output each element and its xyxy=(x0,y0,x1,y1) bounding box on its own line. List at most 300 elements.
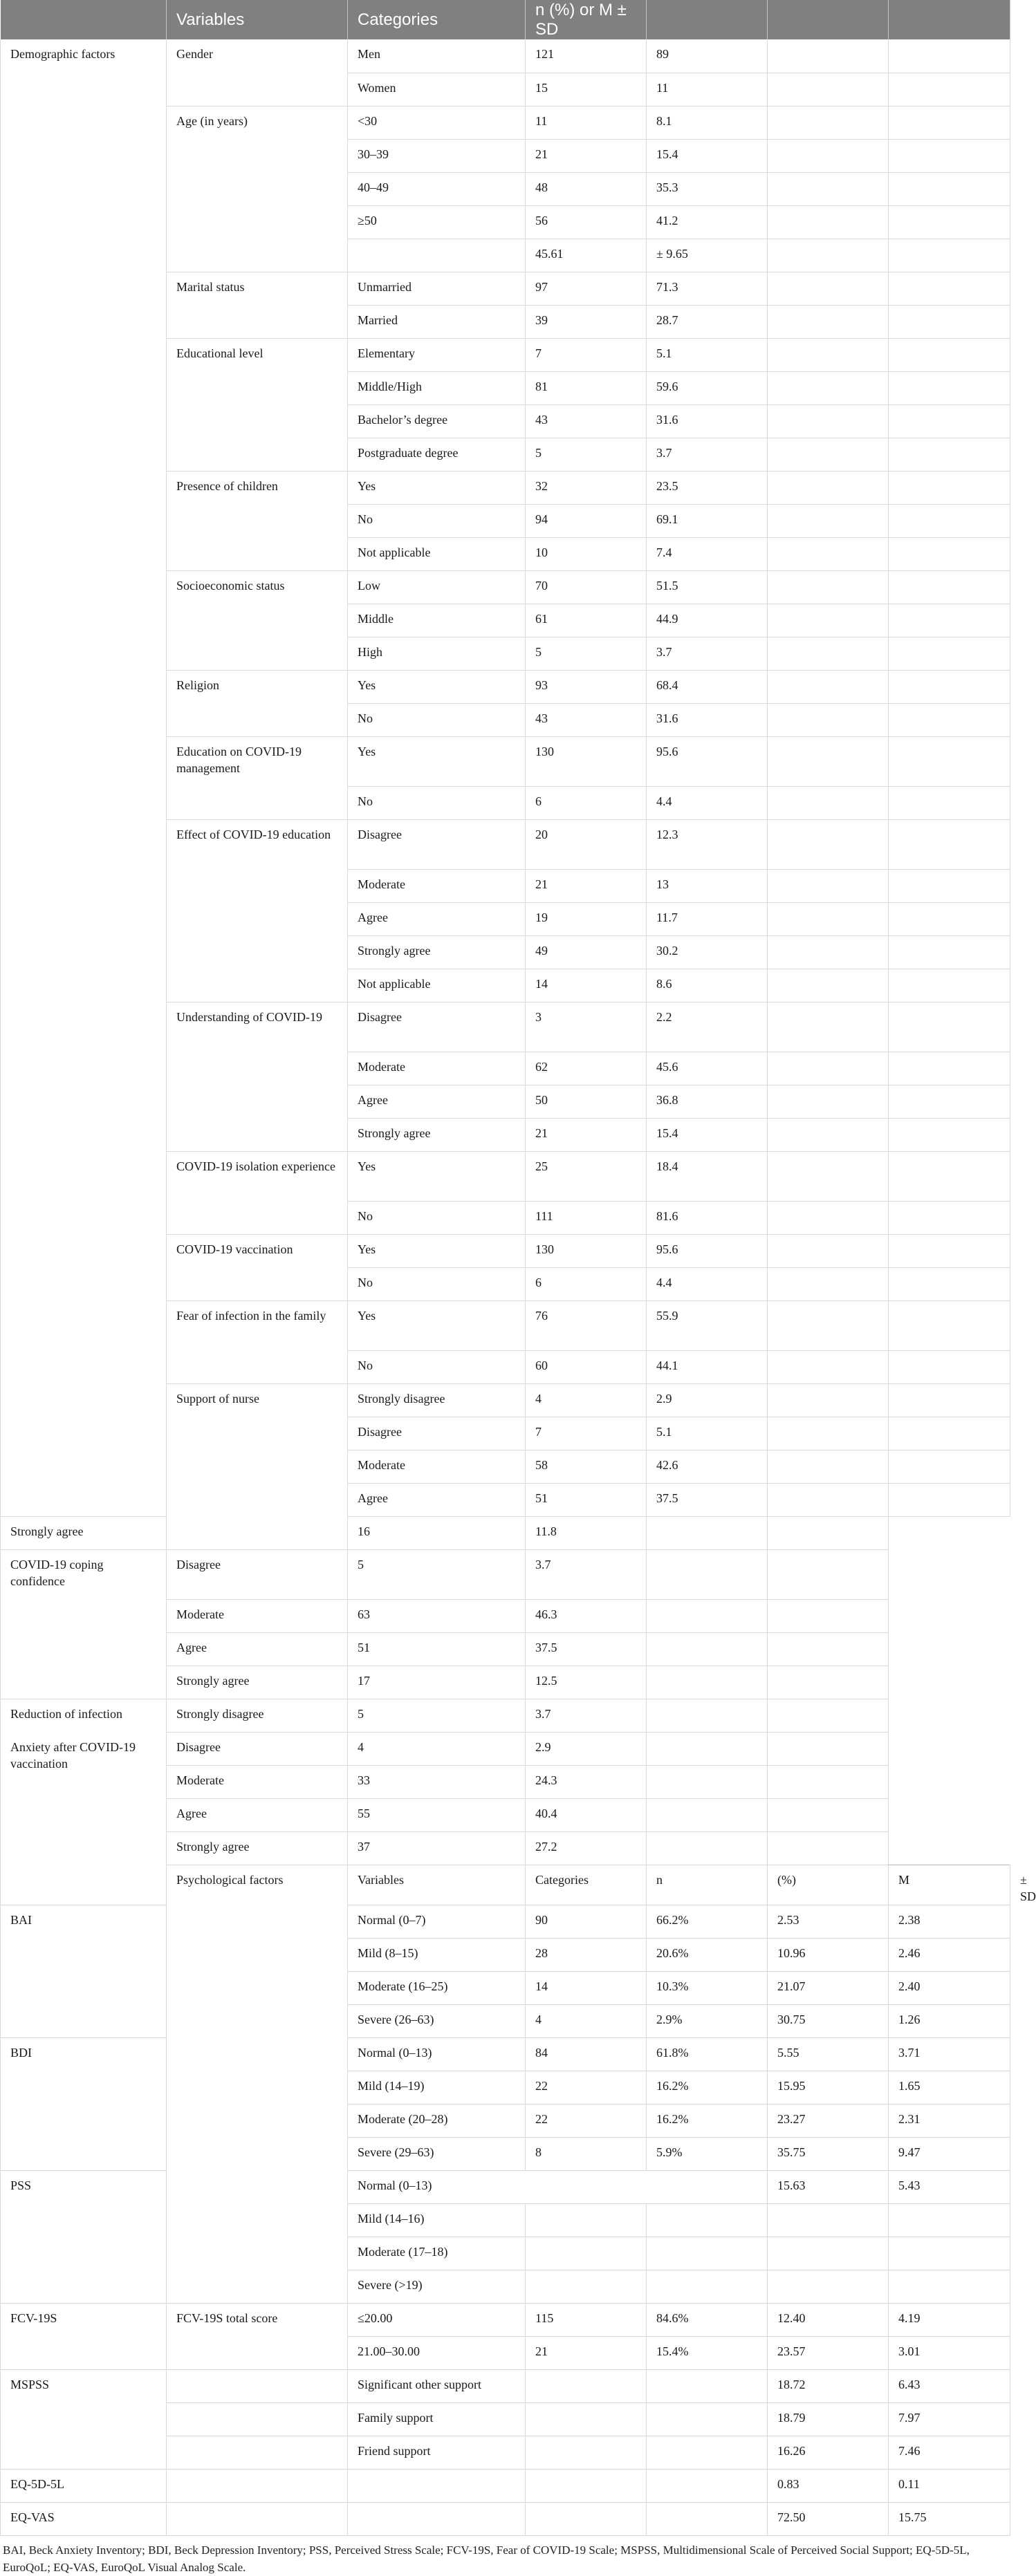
cell-n xyxy=(526,2237,647,2270)
cell-percent: 37.5 xyxy=(647,1483,768,1516)
cell-category: Men xyxy=(348,39,526,73)
cell-n: 20 xyxy=(526,819,647,869)
cell-variable: Educational level xyxy=(167,338,348,471)
cell-section: BAI xyxy=(1,1905,167,2037)
header-cell-categories: Categories xyxy=(348,0,526,39)
cell-mean xyxy=(768,1831,889,1865)
cell-category: Disagree xyxy=(348,1417,526,1450)
cell-percent xyxy=(647,1765,768,1798)
cell-mean xyxy=(768,1516,889,1549)
cell-mean xyxy=(768,471,889,504)
cell-mean xyxy=(768,1665,889,1699)
cell-percent: 11.7 xyxy=(647,902,768,935)
cell-percent: 31.6 xyxy=(647,404,768,438)
cell-sd xyxy=(889,139,1010,172)
cell-variable: Psychological factors xyxy=(167,1865,348,2303)
cell-sd: 15.75 xyxy=(889,2502,1010,2535)
cell-mean xyxy=(768,1483,889,1516)
cell-n xyxy=(526,2436,647,2469)
cell-n: 5 xyxy=(526,438,647,471)
cell-percent: 2.9 xyxy=(647,1383,768,1417)
cell-sd xyxy=(889,537,1010,570)
cell-n: 15 xyxy=(526,73,647,106)
cell-n: 130 xyxy=(526,1234,647,1267)
cell-percent xyxy=(647,1831,768,1865)
cell-variable: Agree xyxy=(167,1632,348,1665)
table-row xyxy=(1,2369,1010,2402)
cell-percent: 36.8 xyxy=(647,1085,768,1118)
cell-sd xyxy=(889,1417,1010,1450)
cell-category: 40–49 xyxy=(348,172,526,205)
cell-mean: 0.83 xyxy=(768,2469,889,2502)
cell-sd: 2.38 xyxy=(889,1905,1010,1938)
cell-mean: 5.55 xyxy=(768,2037,889,2071)
cell-sd: 2.31 xyxy=(889,2104,1010,2137)
cell-sd xyxy=(889,902,1010,935)
cell-percent: 16.2% xyxy=(647,2104,768,2137)
cell-mean xyxy=(768,371,889,404)
cell-section: BDI xyxy=(1,2037,167,2170)
cell-mean: 16.26 xyxy=(768,2436,889,2469)
cell-n: 19 xyxy=(526,902,647,935)
cell-percent xyxy=(647,2203,768,2237)
cell-sd xyxy=(889,338,1010,371)
cell-percent xyxy=(647,1632,768,1665)
cell-mean xyxy=(768,2203,889,2237)
cell-sd xyxy=(889,736,1010,786)
cell-percent: 31.6 xyxy=(647,703,768,736)
header-cell-blank-3 xyxy=(889,0,1010,39)
cell-sd xyxy=(889,703,1010,736)
cell-n: 11 xyxy=(526,106,647,139)
cell-variable: Presence of children xyxy=(167,471,348,570)
cell-sd xyxy=(889,1052,1010,1085)
cell-category: 63 xyxy=(348,1599,526,1632)
cell-category: Variables xyxy=(348,1865,526,1905)
cell-category: Severe (29–63) xyxy=(348,2137,526,2170)
cell-mean xyxy=(768,39,889,73)
cell-mean: 18.72 xyxy=(768,2369,889,2402)
cell-n: 97 xyxy=(526,272,647,305)
cell-percent xyxy=(647,1699,768,1732)
cell-mean xyxy=(768,1002,889,1052)
cell-percent: ± 9.65 xyxy=(647,239,768,272)
cell-sd: 0.11 xyxy=(889,2469,1010,2502)
cell-percent: 95.6 xyxy=(647,1234,768,1267)
cell-sd: 2.46 xyxy=(889,1938,1010,1971)
header-cell-blank-1 xyxy=(647,0,768,39)
cell-percent: 7.4 xyxy=(647,537,768,570)
cell-variable xyxy=(167,2502,348,2535)
cell-category: 21.00–30.00 xyxy=(348,2336,526,2369)
cell-section: Demographic factors xyxy=(1,39,167,1516)
cell-variable xyxy=(167,2436,348,2469)
cell-n: 3 xyxy=(526,1002,647,1052)
cell-category: No xyxy=(348,1267,526,1300)
cell-mean xyxy=(768,703,889,736)
table-row xyxy=(1,1699,1010,1732)
cell-category: 30–39 xyxy=(348,139,526,172)
cell-percent xyxy=(647,1732,768,1765)
table-footnote: BAI, Beck Anxiety Inventory; BDI, Beck Depression Inventory; PSS, Perceived Stress Scale; FCV-19S, Fear of COVID-19 Scale; MSPSS, Multidimensional Scale of Perceived Social Support; EQ-5D-5L, EuroQoL; EQ-VAS, EuroQoL Visual Analog Scale. xyxy=(3,2543,970,2574)
cell-mean xyxy=(768,1201,889,1234)
cell-n: 43 xyxy=(526,404,647,438)
table-body xyxy=(1,39,1036,2535)
cell-sd xyxy=(889,1234,1010,1267)
cell-n: 5 xyxy=(526,637,647,670)
cell-mean xyxy=(768,935,889,969)
cell-variable: Agree xyxy=(167,1798,348,1831)
cell-mean xyxy=(768,1699,889,1732)
cell-n: 130 xyxy=(526,736,647,786)
cell-n: 39 xyxy=(526,305,647,338)
cell-sd xyxy=(889,1085,1010,1118)
cell-category: No xyxy=(348,786,526,819)
cell-mean xyxy=(768,1151,889,1201)
cell-sd: 6.43 xyxy=(889,2369,1010,2402)
table-row xyxy=(1,2170,1010,2203)
cell-category: Agree xyxy=(348,1483,526,1516)
cell-sd xyxy=(889,504,1010,537)
cell-variable: Moderate xyxy=(167,1599,348,1632)
cell-section: FCV-19S xyxy=(1,2303,167,2369)
cell-mean xyxy=(768,438,889,471)
cell-sd xyxy=(889,1118,1010,1151)
cell-sd xyxy=(889,819,1010,869)
table-row: Psychological factors Variables Categories n (%) M ± SD xyxy=(1,1865,1010,1905)
cell-n: 43 xyxy=(526,703,647,736)
cell-sd xyxy=(889,305,1010,338)
cell-percent: 15.4 xyxy=(647,1118,768,1151)
cell-mean xyxy=(768,902,889,935)
cell-percent: 35.3 xyxy=(647,172,768,205)
cell-category: Bachelor’s degree xyxy=(348,404,526,438)
cell-sd xyxy=(889,39,1010,73)
cell-n: 14 xyxy=(526,1971,647,2004)
cell-percent: 4.4 xyxy=(647,1267,768,1300)
cell-mean xyxy=(768,1234,889,1267)
cell-variable xyxy=(167,2369,348,2402)
cell-variable: Socioeconomic status xyxy=(167,570,348,670)
cell-mean: 23.27 xyxy=(768,2104,889,2137)
cell-category: Moderate xyxy=(348,1052,526,1085)
cell-percent: 18.4 xyxy=(647,1151,768,1201)
cell-variable: Understanding of COVID-19 xyxy=(167,1002,348,1151)
cell-sd xyxy=(889,2237,1010,2270)
cell-mean: 23.57 xyxy=(768,2336,889,2369)
cell-mean xyxy=(768,1085,889,1118)
cell-category: Yes xyxy=(348,736,526,786)
cell-n xyxy=(526,2402,647,2436)
cell-mean xyxy=(768,504,889,537)
cell-category: Disagree xyxy=(348,1002,526,1052)
header-cell-variables: Variables xyxy=(167,0,348,39)
cell-sd xyxy=(889,869,1010,902)
cell-n xyxy=(526,2469,647,2502)
cell-n: 32 xyxy=(526,471,647,504)
cell-percent: 3.7 xyxy=(647,438,768,471)
cell-percent: n xyxy=(647,1865,768,1905)
cell-sd: 5.43 xyxy=(889,2170,1010,2203)
cell-percent: 71.3 xyxy=(647,272,768,305)
cell-mean xyxy=(768,1118,889,1151)
cell-sd: 1.26 xyxy=(889,2004,1010,2037)
cell-sd xyxy=(889,471,1010,504)
cell-variable: Strongly agree xyxy=(167,1831,348,1865)
cell-percent: 59.6 xyxy=(647,371,768,404)
cell-n: 49 xyxy=(526,935,647,969)
cell-n: 28 xyxy=(526,1938,647,1971)
cell-n: Categories xyxy=(526,1865,647,1905)
cell-sd: 2.40 xyxy=(889,1971,1010,2004)
cell-variable: Strongly disagree xyxy=(167,1699,348,1732)
cell-percent: 8.1 xyxy=(647,106,768,139)
cell-variable: Gender xyxy=(167,39,348,106)
cell-category: Women xyxy=(348,73,526,106)
cell-sd xyxy=(889,935,1010,969)
cell-mean xyxy=(768,819,889,869)
cell-percent: 41.2 xyxy=(647,205,768,239)
cell-percent xyxy=(647,2502,768,2535)
cell-sd xyxy=(889,272,1010,305)
table-row xyxy=(1,2037,1010,2071)
cell-mean xyxy=(768,1350,889,1383)
cell-percent: 51.5 xyxy=(647,570,768,604)
cell-sd xyxy=(889,1450,1010,1483)
cell-percent xyxy=(647,2469,768,2502)
cell-sd: 1.65 xyxy=(889,2071,1010,2104)
cell-percent: 4.4 xyxy=(647,786,768,819)
cell-section: Strongly agree xyxy=(1,1516,167,1549)
cell-category: Married xyxy=(348,305,526,338)
cell-n: 11.8 xyxy=(526,1516,647,1549)
cell-category: Family support xyxy=(348,2402,526,2436)
cell-n: 51 xyxy=(526,1483,647,1516)
cell-variable: Disagree xyxy=(167,1732,348,1765)
cell-n: 62 xyxy=(526,1052,647,1085)
cell-percent: 81.6 xyxy=(647,1201,768,1234)
cell-category: Strongly agree xyxy=(348,1118,526,1151)
cell-percent: 15.4% xyxy=(647,2336,768,2369)
cell-category: Middle/High xyxy=(348,371,526,404)
cell-category: Normal (0–13) xyxy=(348,2170,768,2203)
cell-sd xyxy=(889,969,1010,1002)
cell-mean xyxy=(768,537,889,570)
cell-category: 37 xyxy=(348,1831,526,1865)
cell-category xyxy=(348,239,526,272)
cell-mean xyxy=(768,1417,889,1450)
cell-category: Yes xyxy=(348,1300,526,1350)
table-row xyxy=(1,2502,1010,2535)
cell-sd xyxy=(889,404,1010,438)
cell-sd xyxy=(889,438,1010,471)
cell-n: 93 xyxy=(526,670,647,703)
cell-n: 60 xyxy=(526,1350,647,1383)
cell-percent: 12.3 xyxy=(647,819,768,869)
cell-sd xyxy=(889,570,1010,604)
cell-percent: 95.6 xyxy=(647,736,768,786)
cell-section: Reduction of infection Anxiety after COVID-19 vaccination xyxy=(1,1699,167,1905)
cell-n: 21 xyxy=(526,139,647,172)
cell-n: 7 xyxy=(526,338,647,371)
cell-category: ≤20.00 xyxy=(348,2303,526,2336)
cell-sd xyxy=(889,1350,1010,1383)
cell-mean xyxy=(768,239,889,272)
cell-n: 45.61 xyxy=(526,239,647,272)
cell-sd xyxy=(889,2270,1010,2303)
cell-n: 25 xyxy=(526,1151,647,1201)
header-cell-values: n (%) or M ± SD xyxy=(526,0,647,39)
cell-percent: 5.1 xyxy=(647,338,768,371)
cell-percent xyxy=(647,1516,768,1549)
cell-percent: 5.1 xyxy=(647,1417,768,1450)
cell-mean xyxy=(768,73,889,106)
cell-percent: 20.6% xyxy=(647,1938,768,1971)
cell-percent xyxy=(647,2402,768,2436)
cell-percent xyxy=(647,1549,768,1599)
header-row xyxy=(1,0,1010,39)
cell-sd: 7.46 xyxy=(889,2436,1010,2469)
cell-mean: 21.07 xyxy=(768,1971,889,2004)
cell-mean xyxy=(768,1765,889,1798)
cell-n: 50 xyxy=(526,1085,647,1118)
cell-mean xyxy=(768,570,889,604)
cell-category: 5 xyxy=(348,1699,526,1732)
cell-category: Yes xyxy=(348,670,526,703)
cell-category: Severe (26–63) xyxy=(348,2004,526,2037)
cell-category: <30 xyxy=(348,106,526,139)
cell-category: 16 xyxy=(348,1516,526,1549)
cell-section: COVID-19 coping confidence xyxy=(1,1549,167,1699)
cell-n: 3.7 xyxy=(526,1699,647,1732)
cell-sd xyxy=(889,205,1010,239)
cell-mean: (%) xyxy=(768,1865,889,1905)
cell-variable: COVID-19 vaccination xyxy=(167,1234,348,1300)
cell-variable: COVID-19 isolation experience xyxy=(167,1151,348,1234)
cell-n: 4 xyxy=(526,2004,647,2037)
cell-percent xyxy=(647,2369,768,2402)
cell-mean: 2.53 xyxy=(768,1905,889,1938)
cell-section: EQ-5D-5L xyxy=(1,2469,167,2502)
cell-sd: M xyxy=(889,1865,1010,1905)
cell-category: Unmarried xyxy=(348,272,526,305)
cell-category: ≥50 xyxy=(348,205,526,239)
cell-sd xyxy=(889,1383,1010,1417)
cell-sd xyxy=(889,604,1010,637)
cell-percent xyxy=(647,1665,768,1699)
cell-category: 17 xyxy=(348,1665,526,1699)
cell-sd xyxy=(889,1267,1010,1300)
cell-category: 33 xyxy=(348,1765,526,1798)
cell-mean xyxy=(768,736,889,786)
cell-mean xyxy=(768,1300,889,1350)
cell-n: 94 xyxy=(526,504,647,537)
cell-category: Moderate xyxy=(348,1450,526,1483)
cell-percent: 68.4 xyxy=(647,670,768,703)
cell-sd xyxy=(889,172,1010,205)
cell-n: 6 xyxy=(526,1267,647,1300)
cell-category: 55 xyxy=(348,1798,526,1831)
cell-mean: 15.63 xyxy=(768,2170,889,2203)
table-header xyxy=(1,0,1010,39)
cell-category: Not applicable xyxy=(348,969,526,1002)
cell-mean xyxy=(768,1549,889,1599)
cell-n xyxy=(526,2270,647,2303)
cell-percent: 42.6 xyxy=(647,1450,768,1483)
cell-n: 6 xyxy=(526,786,647,819)
cell-mean xyxy=(768,869,889,902)
table-row xyxy=(1,2469,1010,2502)
table-row xyxy=(1,1905,1010,1938)
cell-category: Low xyxy=(348,570,526,604)
cell-mean xyxy=(768,1632,889,1665)
cell-sd xyxy=(889,1483,1010,1516)
cell-variable: Support of nurse xyxy=(167,1383,348,1549)
cell-percent: 23.5 xyxy=(647,471,768,504)
cell-sd: 4.19 xyxy=(889,2303,1010,2336)
cell-percent: 45.6 xyxy=(647,1052,768,1085)
cell-sd: 3.71 xyxy=(889,2037,1010,2071)
cell-variable: Moderate xyxy=(167,1765,348,1798)
cell-category: High xyxy=(348,637,526,670)
cell-n: 58 xyxy=(526,1450,647,1483)
cell-mean: 12.40 xyxy=(768,2303,889,2336)
cell-n: 70 xyxy=(526,570,647,604)
cell-mean: 30.75 xyxy=(768,2004,889,2037)
cell-variable: Age (in years) xyxy=(167,106,348,272)
cell-percent: 28.7 xyxy=(647,305,768,338)
cell-category: No xyxy=(348,703,526,736)
cell-category xyxy=(348,2469,526,2502)
cell-category: Not applicable xyxy=(348,537,526,570)
cell-percent: 30.2 xyxy=(647,935,768,969)
cell-variable xyxy=(167,2469,348,2502)
cell-sd: 9.47 xyxy=(889,2137,1010,2170)
cell-n: 24.3 xyxy=(526,1765,647,1798)
cell-n xyxy=(526,2369,647,2402)
cell-n: 40.4 xyxy=(526,1798,647,1831)
cell-mean xyxy=(768,1267,889,1300)
cell-sd xyxy=(889,1300,1010,1350)
cell-percent: 61.8% xyxy=(647,2037,768,2071)
cell-variable: Disagree xyxy=(167,1549,348,1599)
cell-sd: 7.97 xyxy=(889,2402,1010,2436)
cell-category: Yes xyxy=(348,471,526,504)
cell-category: Mild (8–15) xyxy=(348,1938,526,1971)
cell-mean: 18.79 xyxy=(768,2402,889,2436)
cell-mean xyxy=(768,139,889,172)
cell-n: 22 xyxy=(526,2071,647,2104)
cell-category: 4 xyxy=(348,1732,526,1765)
cell-category: Yes xyxy=(348,1151,526,1201)
cell-category: Agree xyxy=(348,902,526,935)
cell-percent: 10.3% xyxy=(647,1971,768,2004)
cell-mean xyxy=(768,1450,889,1483)
cell-section: MSPSS xyxy=(1,2369,167,2469)
cell-percent: 13 xyxy=(647,869,768,902)
cell-percent: 2.9% xyxy=(647,2004,768,2037)
cell-sd xyxy=(889,1002,1010,1052)
cell-n: 81 xyxy=(526,371,647,404)
cell-variable: Marital status xyxy=(167,272,348,338)
cell-category: Significant other support xyxy=(348,2369,526,2402)
table-row xyxy=(1,1516,1010,1549)
cell-percent: 8.6 xyxy=(647,969,768,1002)
table-row xyxy=(1,39,1010,73)
cell-percent: 44.9 xyxy=(647,604,768,637)
cell-sd xyxy=(889,239,1010,272)
cell-mean: 15.95 xyxy=(768,2071,889,2104)
